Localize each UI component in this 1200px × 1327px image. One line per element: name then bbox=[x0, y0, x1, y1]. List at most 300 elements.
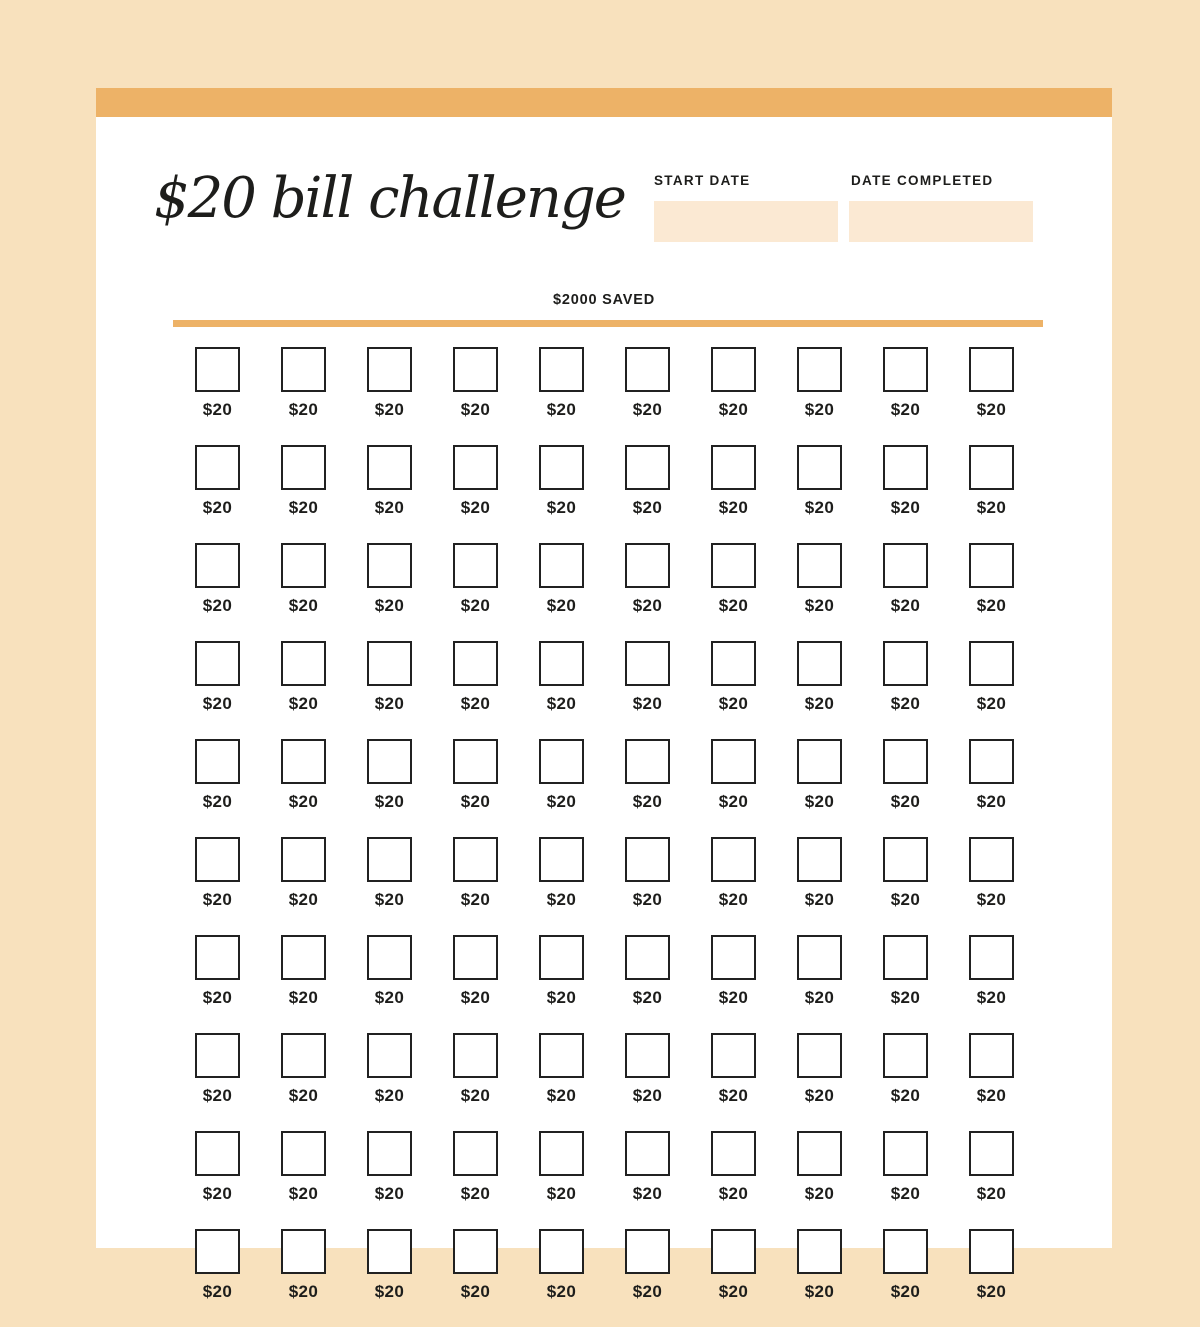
checkbox-amount-label: $20 bbox=[632, 1086, 663, 1105]
savings-cell bbox=[367, 543, 412, 641]
checkbox-amount-label: $20 bbox=[976, 1184, 1007, 1203]
twenty-dollar-checkbox[interactable] bbox=[195, 641, 240, 686]
savings-cell bbox=[453, 347, 498, 445]
twenty-dollar-checkbox[interactable] bbox=[969, 347, 1014, 392]
twenty-dollar-checkbox[interactable] bbox=[883, 543, 928, 588]
checkbox-amount-label: $20 bbox=[804, 792, 835, 811]
checkbox-amount-label: $20 bbox=[460, 498, 491, 517]
checkbox-amount-label: $20 bbox=[460, 596, 491, 615]
checkbox-amount-label: $20 bbox=[718, 400, 749, 419]
savings-cell bbox=[195, 935, 240, 1033]
twenty-dollar-checkbox[interactable] bbox=[367, 837, 412, 882]
checkbox-amount-label: $20 bbox=[718, 890, 749, 909]
savings-cell bbox=[625, 1131, 670, 1229]
savings-cell bbox=[453, 1033, 498, 1131]
savings-cell bbox=[195, 1131, 240, 1229]
printable-page bbox=[96, 88, 1112, 1301]
checkbox-amount-label: $20 bbox=[546, 596, 577, 615]
checkbox-amount-label: $20 bbox=[202, 1184, 233, 1203]
checkbox-amount-label: $20 bbox=[460, 792, 491, 811]
twenty-dollar-checkbox[interactable] bbox=[625, 1131, 670, 1176]
savings-cell bbox=[367, 347, 412, 445]
twenty-dollar-checkbox[interactable] bbox=[195, 837, 240, 882]
savings-cell bbox=[625, 543, 670, 641]
checkbox-amount-label: $20 bbox=[288, 890, 319, 909]
twenty-dollar-checkbox[interactable] bbox=[883, 347, 928, 392]
checkbox-amount-label: $20 bbox=[632, 1282, 663, 1301]
savings-cell bbox=[195, 837, 240, 935]
savings-cell bbox=[367, 935, 412, 1033]
twenty-dollar-checkbox[interactable] bbox=[453, 1033, 498, 1078]
savings-cell bbox=[969, 739, 1014, 837]
twenty-dollar-checkbox[interactable] bbox=[453, 445, 498, 490]
twenty-dollar-checkbox[interactable] bbox=[539, 543, 584, 588]
header-accent-bar bbox=[96, 88, 1112, 117]
savings-cell bbox=[625, 347, 670, 445]
checkbox-amount-label: $20 bbox=[890, 1282, 921, 1301]
twenty-dollar-checkbox[interactable] bbox=[195, 1229, 240, 1274]
savings-cell bbox=[711, 935, 756, 1033]
checkbox-amount-label: $20 bbox=[632, 988, 663, 1007]
checkbox-amount-label: $20 bbox=[546, 400, 577, 419]
checkbox-amount-label: $20 bbox=[374, 498, 405, 517]
checkbox-amount-label: $20 bbox=[718, 694, 749, 713]
savings-cell bbox=[367, 739, 412, 837]
savings-cell bbox=[281, 935, 326, 1033]
checkbox-amount-label: $20 bbox=[546, 1282, 577, 1301]
twenty-dollar-checkbox[interactable] bbox=[711, 543, 756, 588]
checkbox-amount-label: $20 bbox=[288, 792, 319, 811]
savings-cell bbox=[797, 543, 842, 641]
checkbox-amount-label: $20 bbox=[460, 1282, 491, 1301]
savings-cell bbox=[969, 1131, 1014, 1229]
twenty-dollar-checkbox[interactable] bbox=[453, 347, 498, 392]
date-completed-field[interactable] bbox=[849, 201, 1033, 242]
savings-cell bbox=[281, 1229, 326, 1327]
twenty-dollar-checkbox[interactable] bbox=[969, 1131, 1014, 1176]
twenty-dollar-checkbox[interactable] bbox=[539, 837, 584, 882]
twenty-dollar-checkbox[interactable] bbox=[969, 445, 1014, 490]
twenty-dollar-checkbox[interactable] bbox=[539, 1131, 584, 1176]
checkbox-amount-label: $20 bbox=[632, 400, 663, 419]
checkbox-amount-label: $20 bbox=[890, 498, 921, 517]
checkbox-amount-label: $20 bbox=[374, 400, 405, 419]
savings-cell bbox=[453, 445, 498, 543]
twenty-dollar-checkbox[interactable] bbox=[797, 935, 842, 980]
twenty-dollar-checkbox[interactable] bbox=[281, 347, 326, 392]
twenty-dollar-checkbox[interactable] bbox=[195, 739, 240, 784]
checkbox-amount-label: $20 bbox=[976, 596, 1007, 615]
savings-cell bbox=[797, 1229, 842, 1327]
checkbox-amount-label: $20 bbox=[632, 596, 663, 615]
savings-cell bbox=[195, 1229, 240, 1327]
twenty-dollar-checkbox[interactable] bbox=[711, 1229, 756, 1274]
checkbox-amount-label: $20 bbox=[202, 596, 233, 615]
checkbox-amount-label: $20 bbox=[288, 1184, 319, 1203]
twenty-dollar-checkbox[interactable] bbox=[625, 837, 670, 882]
twenty-dollar-checkbox[interactable] bbox=[195, 1033, 240, 1078]
savings-cell bbox=[453, 935, 498, 1033]
savings-cell bbox=[625, 445, 670, 543]
savings-cell bbox=[195, 641, 240, 739]
savings-cell bbox=[883, 445, 928, 543]
checkbox-amount-label: $20 bbox=[718, 498, 749, 517]
twenty-dollar-checkbox[interactable] bbox=[797, 347, 842, 392]
twenty-dollar-checkbox[interactable] bbox=[281, 543, 326, 588]
twenty-dollar-checkbox[interactable] bbox=[367, 543, 412, 588]
savings-cell bbox=[969, 347, 1014, 445]
savings-cell bbox=[625, 739, 670, 837]
checkbox-amount-label: $20 bbox=[804, 890, 835, 909]
savings-cell bbox=[625, 837, 670, 935]
savings-cell bbox=[625, 641, 670, 739]
checkbox-amount-label: $20 bbox=[374, 988, 405, 1007]
checkbox-amount-label: $20 bbox=[202, 1282, 233, 1301]
savings-cell bbox=[883, 1131, 928, 1229]
checkbox-amount-label: $20 bbox=[976, 988, 1007, 1007]
savings-cell bbox=[969, 1033, 1014, 1131]
checkbox-amount-label: $20 bbox=[804, 694, 835, 713]
savings-cell bbox=[883, 739, 928, 837]
twenty-dollar-checkbox[interactable] bbox=[539, 347, 584, 392]
checkbox-amount-label: $20 bbox=[976, 792, 1007, 811]
twenty-dollar-checkbox[interactable] bbox=[625, 1033, 670, 1078]
twenty-dollar-checkbox[interactable] bbox=[367, 347, 412, 392]
checkbox-amount-label: $20 bbox=[460, 988, 491, 1007]
twenty-dollar-checkbox[interactable] bbox=[711, 641, 756, 686]
checkbox-amount-label: $20 bbox=[976, 1086, 1007, 1105]
checkbox-amount-label: $20 bbox=[288, 988, 319, 1007]
checkbox-amount-label: $20 bbox=[976, 400, 1007, 419]
twenty-dollar-checkbox[interactable] bbox=[969, 641, 1014, 686]
twenty-dollar-checkbox[interactable] bbox=[281, 935, 326, 980]
savings-cell bbox=[797, 739, 842, 837]
savings-cell bbox=[969, 935, 1014, 1033]
twenty-dollar-checkbox[interactable] bbox=[453, 739, 498, 784]
savings-cell bbox=[539, 445, 584, 543]
twenty-dollar-checkbox[interactable] bbox=[883, 1131, 928, 1176]
twenty-dollar-checkbox[interactable] bbox=[711, 347, 756, 392]
savings-cell bbox=[711, 739, 756, 837]
twenty-dollar-checkbox[interactable] bbox=[711, 837, 756, 882]
checkbox-amount-label: $20 bbox=[890, 890, 921, 909]
checkbox-amount-label: $20 bbox=[202, 792, 233, 811]
twenty-dollar-checkbox[interactable] bbox=[711, 1033, 756, 1078]
twenty-dollar-checkbox[interactable] bbox=[539, 935, 584, 980]
checkbox-amount-label: $20 bbox=[890, 596, 921, 615]
twenty-dollar-checkbox[interactable] bbox=[453, 543, 498, 588]
twenty-dollar-checkbox[interactable] bbox=[711, 739, 756, 784]
page-title: $20 bill challenge bbox=[154, 166, 625, 231]
twenty-dollar-checkbox[interactable] bbox=[625, 739, 670, 784]
savings-cell bbox=[539, 641, 584, 739]
savings-cell bbox=[969, 543, 1014, 641]
savings-cell bbox=[883, 837, 928, 935]
checkbox-amount-label: $20 bbox=[976, 890, 1007, 909]
savings-cell bbox=[539, 837, 584, 935]
twenty-dollar-checkbox[interactable] bbox=[969, 739, 1014, 784]
twenty-dollar-checkbox[interactable] bbox=[281, 739, 326, 784]
twenty-dollar-checkbox[interactable] bbox=[883, 1033, 928, 1078]
checkbox-amount-label: $20 bbox=[804, 1086, 835, 1105]
checkbox-amount-label: $20 bbox=[632, 890, 663, 909]
savings-grid bbox=[195, 347, 1014, 1327]
checkbox-amount-label: $20 bbox=[202, 498, 233, 517]
twenty-dollar-checkbox[interactable] bbox=[797, 445, 842, 490]
twenty-dollar-checkbox[interactable] bbox=[367, 641, 412, 686]
twenty-dollar-checkbox[interactable] bbox=[195, 445, 240, 490]
savings-cell bbox=[711, 1033, 756, 1131]
savings-cell bbox=[883, 1229, 928, 1327]
checkbox-amount-label: $20 bbox=[460, 890, 491, 909]
checkbox-amount-label: $20 bbox=[374, 1282, 405, 1301]
checkbox-amount-label: $20 bbox=[202, 890, 233, 909]
twenty-dollar-checkbox[interactable] bbox=[195, 347, 240, 392]
checkbox-amount-label: $20 bbox=[890, 1184, 921, 1203]
twenty-dollar-checkbox[interactable] bbox=[539, 1033, 584, 1078]
checkbox-amount-label: $20 bbox=[202, 694, 233, 713]
checkbox-amount-label: $20 bbox=[632, 694, 663, 713]
twenty-dollar-checkbox[interactable] bbox=[969, 837, 1014, 882]
twenty-dollar-checkbox[interactable] bbox=[281, 1131, 326, 1176]
savings-cell bbox=[367, 445, 412, 543]
savings-cell bbox=[367, 1229, 412, 1327]
checkbox-amount-label: $20 bbox=[804, 1184, 835, 1203]
twenty-dollar-checkbox[interactable] bbox=[453, 1131, 498, 1176]
savings-cell bbox=[281, 347, 326, 445]
savings-cell bbox=[281, 1131, 326, 1229]
twenty-dollar-checkbox[interactable] bbox=[883, 1229, 928, 1274]
checkbox-amount-label: $20 bbox=[460, 694, 491, 713]
twenty-dollar-checkbox[interactable] bbox=[367, 935, 412, 980]
twenty-dollar-checkbox[interactable] bbox=[969, 543, 1014, 588]
checkbox-amount-label: $20 bbox=[718, 1086, 749, 1105]
twenty-dollar-checkbox[interactable] bbox=[367, 445, 412, 490]
checkbox-amount-label: $20 bbox=[804, 596, 835, 615]
savings-cell bbox=[367, 837, 412, 935]
twenty-dollar-checkbox[interactable] bbox=[711, 445, 756, 490]
twenty-dollar-checkbox[interactable] bbox=[453, 1229, 498, 1274]
savings-cell bbox=[883, 543, 928, 641]
checkbox-amount-label: $20 bbox=[288, 596, 319, 615]
savings-cell bbox=[969, 837, 1014, 935]
checkbox-amount-label: $20 bbox=[288, 498, 319, 517]
twenty-dollar-checkbox[interactable] bbox=[539, 1229, 584, 1274]
twenty-dollar-checkbox[interactable] bbox=[625, 445, 670, 490]
savings-cell bbox=[797, 837, 842, 935]
checkbox-amount-label: $20 bbox=[546, 498, 577, 517]
savings-cell bbox=[711, 347, 756, 445]
twenty-dollar-checkbox[interactable] bbox=[367, 1229, 412, 1274]
savings-cell bbox=[195, 445, 240, 543]
checkbox-amount-label: $20 bbox=[546, 694, 577, 713]
savings-cell bbox=[797, 347, 842, 445]
checkbox-amount-label: $20 bbox=[804, 400, 835, 419]
checkbox-amount-label: $20 bbox=[890, 988, 921, 1007]
divider-bar bbox=[173, 320, 1043, 327]
checkbox-amount-label: $20 bbox=[546, 1184, 577, 1203]
savings-cell bbox=[453, 1131, 498, 1229]
checkbox-amount-label: $20 bbox=[202, 1086, 233, 1105]
savings-cell bbox=[453, 543, 498, 641]
twenty-dollar-checkbox[interactable] bbox=[797, 1033, 842, 1078]
twenty-dollar-checkbox[interactable] bbox=[367, 1131, 412, 1176]
checkbox-amount-label: $20 bbox=[976, 498, 1007, 517]
savings-cell bbox=[711, 641, 756, 739]
savings-cell bbox=[281, 641, 326, 739]
savings-cell bbox=[195, 543, 240, 641]
savings-cell bbox=[883, 935, 928, 1033]
checkbox-amount-label: $20 bbox=[976, 1282, 1007, 1301]
twenty-dollar-checkbox[interactable] bbox=[797, 1229, 842, 1274]
checkbox-amount-label: $20 bbox=[976, 694, 1007, 713]
checkbox-amount-label: $20 bbox=[546, 988, 577, 1007]
twenty-dollar-checkbox[interactable] bbox=[367, 739, 412, 784]
checkbox-amount-label: $20 bbox=[718, 596, 749, 615]
checkbox-amount-label: $20 bbox=[374, 1086, 405, 1105]
start-date-field[interactable] bbox=[654, 201, 838, 242]
checkbox-amount-label: $20 bbox=[460, 1086, 491, 1105]
twenty-dollar-checkbox[interactable] bbox=[195, 543, 240, 588]
checkbox-amount-label: $20 bbox=[288, 400, 319, 419]
twenty-dollar-checkbox[interactable] bbox=[539, 445, 584, 490]
twenty-dollar-checkbox[interactable] bbox=[797, 1131, 842, 1176]
twenty-dollar-checkbox[interactable] bbox=[625, 935, 670, 980]
savings-cell bbox=[453, 739, 498, 837]
checkbox-amount-label: $20 bbox=[288, 1282, 319, 1301]
checkbox-amount-label: $20 bbox=[890, 1086, 921, 1105]
twenty-dollar-checkbox[interactable] bbox=[281, 1033, 326, 1078]
savings-cell bbox=[797, 1131, 842, 1229]
savings-cell bbox=[883, 641, 928, 739]
checkbox-amount-label: $20 bbox=[890, 792, 921, 811]
twenty-dollar-checkbox[interactable] bbox=[281, 641, 326, 686]
twenty-dollar-checkbox[interactable] bbox=[625, 543, 670, 588]
savings-cell bbox=[711, 543, 756, 641]
savings-cell bbox=[969, 1229, 1014, 1327]
checkbox-amount-label: $20 bbox=[374, 890, 405, 909]
savings-cell bbox=[539, 1033, 584, 1131]
checkbox-amount-label: $20 bbox=[632, 792, 663, 811]
savings-cell bbox=[195, 739, 240, 837]
checkbox-amount-label: $20 bbox=[890, 694, 921, 713]
checkbox-amount-label: $20 bbox=[546, 792, 577, 811]
checkbox-amount-label: $20 bbox=[804, 988, 835, 1007]
savings-cell bbox=[625, 1033, 670, 1131]
savings-cell bbox=[367, 1131, 412, 1229]
twenty-dollar-checkbox[interactable] bbox=[883, 445, 928, 490]
savings-cell bbox=[969, 445, 1014, 543]
twenty-dollar-checkbox[interactable] bbox=[625, 641, 670, 686]
savings-cell bbox=[625, 1229, 670, 1327]
savings-cell bbox=[195, 1033, 240, 1131]
savings-cell bbox=[711, 1131, 756, 1229]
checkbox-amount-label: $20 bbox=[632, 498, 663, 517]
twenty-dollar-checkbox[interactable] bbox=[797, 641, 842, 686]
twenty-dollar-checkbox[interactable] bbox=[797, 543, 842, 588]
savings-cell bbox=[711, 445, 756, 543]
savings-cell bbox=[539, 1131, 584, 1229]
savings-cell bbox=[539, 543, 584, 641]
twenty-dollar-checkbox[interactable] bbox=[281, 837, 326, 882]
twenty-dollar-checkbox[interactable] bbox=[453, 935, 498, 980]
twenty-dollar-checkbox[interactable] bbox=[281, 1229, 326, 1274]
twenty-dollar-checkbox[interactable] bbox=[625, 347, 670, 392]
twenty-dollar-checkbox[interactable] bbox=[711, 1131, 756, 1176]
checkbox-amount-label: $20 bbox=[804, 498, 835, 517]
savings-cell bbox=[281, 739, 326, 837]
twenty-dollar-checkbox[interactable] bbox=[711, 935, 756, 980]
savings-cell bbox=[453, 641, 498, 739]
twenty-dollar-checkbox[interactable] bbox=[883, 837, 928, 882]
savings-cell bbox=[539, 1229, 584, 1327]
savings-goal-label: $2000 SAVED bbox=[552, 292, 656, 308]
twenty-dollar-checkbox[interactable] bbox=[625, 1229, 670, 1274]
twenty-dollar-checkbox[interactable] bbox=[281, 445, 326, 490]
savings-cell bbox=[797, 935, 842, 1033]
savings-cell bbox=[711, 837, 756, 935]
checkbox-amount-label: $20 bbox=[718, 1282, 749, 1301]
savings-cell bbox=[453, 1229, 498, 1327]
checkbox-amount-label: $20 bbox=[632, 1184, 663, 1203]
savings-cell bbox=[797, 445, 842, 543]
twenty-dollar-checkbox[interactable] bbox=[453, 837, 498, 882]
twenty-dollar-checkbox[interactable] bbox=[969, 1033, 1014, 1078]
twenty-dollar-checkbox[interactable] bbox=[969, 1229, 1014, 1274]
savings-cell bbox=[453, 837, 498, 935]
savings-cell bbox=[195, 347, 240, 445]
checkbox-amount-label: $20 bbox=[718, 1184, 749, 1203]
twenty-dollar-checkbox[interactable] bbox=[883, 739, 928, 784]
checkbox-amount-label: $20 bbox=[374, 694, 405, 713]
twenty-dollar-checkbox[interactable] bbox=[539, 641, 584, 686]
savings-cell bbox=[281, 1033, 326, 1131]
savings-cell bbox=[883, 347, 928, 445]
start-date-label: START DATE bbox=[654, 173, 751, 188]
checkbox-amount-label: $20 bbox=[546, 890, 577, 909]
savings-cell bbox=[281, 543, 326, 641]
checkbox-amount-label: $20 bbox=[288, 1086, 319, 1105]
twenty-dollar-checkbox[interactable] bbox=[195, 935, 240, 980]
savings-cell bbox=[539, 347, 584, 445]
savings-cell bbox=[539, 935, 584, 1033]
checkbox-amount-label: $20 bbox=[890, 400, 921, 419]
checkbox-amount-label: $20 bbox=[374, 792, 405, 811]
savings-cell bbox=[797, 1033, 842, 1131]
checkbox-amount-label: $20 bbox=[546, 1086, 577, 1105]
savings-cell bbox=[625, 935, 670, 1033]
savings-cell bbox=[281, 837, 326, 935]
checkbox-amount-label: $20 bbox=[718, 792, 749, 811]
savings-cell bbox=[539, 739, 584, 837]
checkbox-amount-label: $20 bbox=[374, 1184, 405, 1203]
checkbox-amount-label: $20 bbox=[804, 1282, 835, 1301]
twenty-dollar-checkbox[interactable] bbox=[539, 739, 584, 784]
checkbox-amount-label: $20 bbox=[288, 694, 319, 713]
savings-cell bbox=[281, 445, 326, 543]
checkbox-amount-label: $20 bbox=[460, 1184, 491, 1203]
twenty-dollar-checkbox[interactable] bbox=[195, 1131, 240, 1176]
twenty-dollar-checkbox[interactable] bbox=[969, 935, 1014, 980]
checkbox-amount-label: $20 bbox=[460, 400, 491, 419]
twenty-dollar-checkbox[interactable] bbox=[883, 935, 928, 980]
twenty-dollar-checkbox[interactable] bbox=[797, 837, 842, 882]
twenty-dollar-checkbox[interactable] bbox=[367, 1033, 412, 1078]
twenty-dollar-checkbox[interactable] bbox=[797, 739, 842, 784]
twenty-dollar-checkbox[interactable] bbox=[883, 641, 928, 686]
savings-cell bbox=[367, 1033, 412, 1131]
twenty-dollar-checkbox[interactable] bbox=[453, 641, 498, 686]
